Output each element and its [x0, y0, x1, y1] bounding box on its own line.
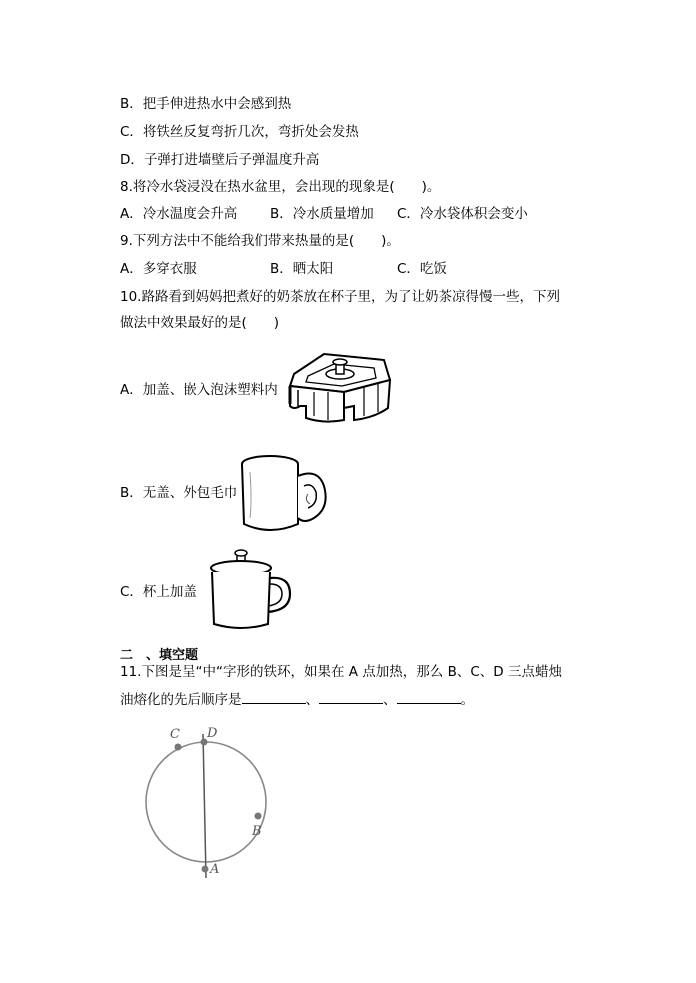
point-a-dot [202, 866, 209, 873]
q8-option-a: A．冷水温度会升高 [120, 206, 238, 222]
answer-blank-1[interactable] [242, 691, 306, 704]
iron-rod [203, 734, 206, 878]
section-heading: 二 、填空题 [120, 648, 199, 663]
q10-option-c: C．杯上加盖 [120, 584, 197, 600]
q11-stem-line2-text: 油熔化的先后顺序是 [120, 692, 242, 708]
q10-option-a: A．加盖、嵌入泡沫塑料内 [120, 382, 278, 398]
q10-stem-line2: 做法中效果最好的是( ) [120, 315, 280, 331]
cup-with-lid-figure [206, 548, 294, 632]
answer-blank-2[interactable] [319, 691, 383, 704]
separator-1: 、 [305, 692, 319, 708]
q9-option-c: C．吃饭 [397, 261, 447, 277]
point-c-label: C [170, 727, 180, 742]
q8-stem: 8.将冷水袋浸没在热水盆里，会出现的现象是( )。 [120, 179, 441, 195]
point-d-label: D [207, 726, 218, 741]
q10-option-b: B．无盖、外包毛巾 [120, 485, 238, 501]
point-c-dot [175, 744, 182, 751]
q9-option-b: B．晒太阳 [270, 261, 334, 277]
q8-option-b: B．冷水质量增加 [270, 206, 374, 222]
q9-stem: 9.下列方法中不能给我们带来热量的是( )。 [120, 233, 400, 249]
cup-towel-figure [238, 452, 334, 536]
point-a-label: A [210, 862, 220, 877]
separator-2: 、 [383, 692, 397, 708]
iron-ring-diagram [140, 720, 280, 882]
q7-option-d: D．子弹打进墙壁后子弹温度升高 [120, 152, 320, 168]
q7-option-c: C．将铁丝反复弯折几次，弯折处会发热 [120, 124, 359, 140]
q8-option-c: C．冷水袋体积会变小 [397, 206, 528, 222]
point-b-dot [255, 813, 262, 820]
q7-option-b: B．把手伸进热水中会感到热 [120, 96, 292, 112]
q9-option-a: A．多穿衣服 [120, 261, 197, 277]
foam-box-cup-figure [284, 346, 392, 436]
point-b-label: B [252, 824, 262, 839]
answer-blank-3[interactable] [397, 691, 461, 704]
q11-stem-line1: 11.下图是呈“中“字形的铁环，如果在 A 点加热，那么 B、C、D 三点蜡烛 [120, 664, 562, 680]
sentence-end: 。 [460, 692, 474, 708]
q10-stem-line1: 10.路路看到妈妈把煮好的奶茶放在杯子里，为了让奶茶凉得慢一些，下列 [120, 289, 560, 305]
q11-stem-line2 [120, 690, 474, 710]
